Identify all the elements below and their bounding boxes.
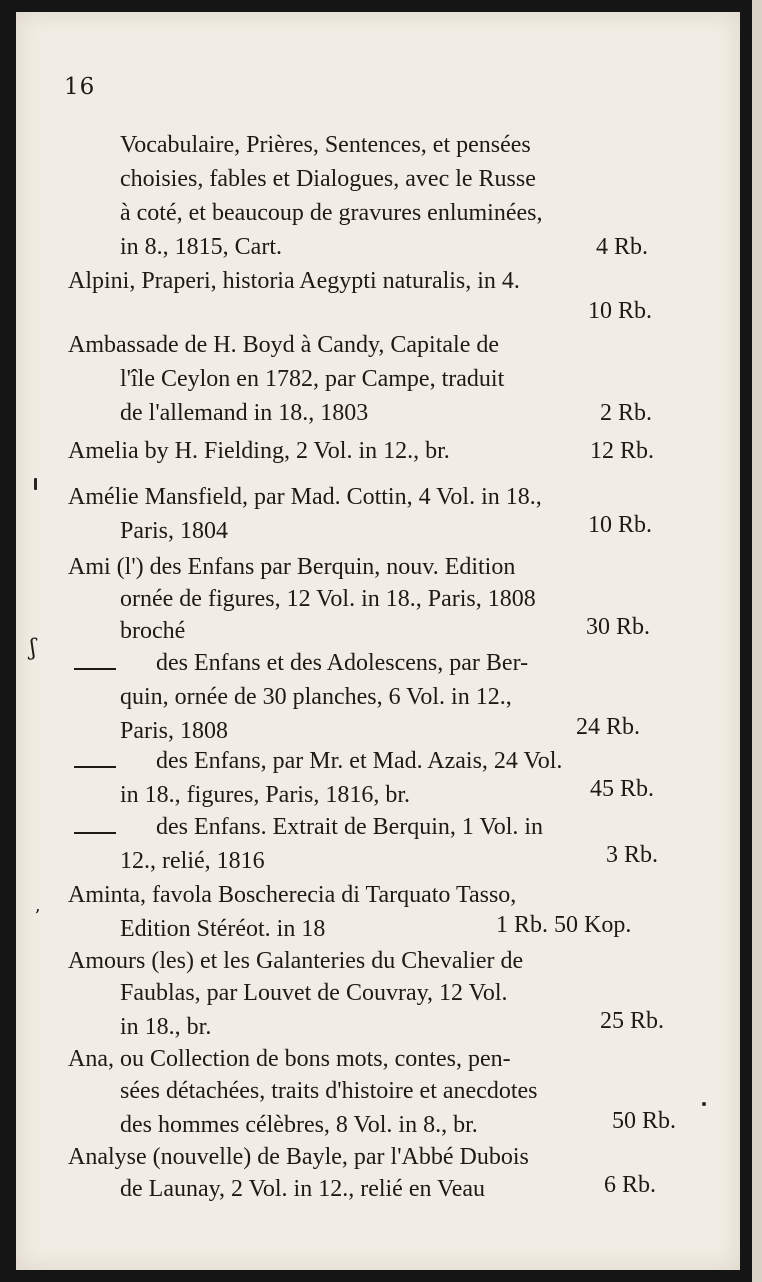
entry-line: Amelia by H. Fielding, 2 Vol. in 12., br. xyxy=(68,438,450,464)
entry-line: Paris, 1808 xyxy=(120,718,228,744)
entry-price: 50 Rb. xyxy=(612,1108,677,1134)
entry-line: à coté, et beaucoup de gravures enluminées, xyxy=(120,200,543,226)
entry-line: Amours (les) et les Galanteries du Chevalier de xyxy=(68,948,524,974)
entry-line: quin, ornée de 30 planches, 6 Vol. in 12., xyxy=(120,684,512,710)
entry-price: 3 Rb. xyxy=(606,842,659,868)
entry-price: 30 Rb. xyxy=(586,614,651,640)
entry-price: 45 Rb. xyxy=(590,776,655,802)
entry-line: Ami (l') des Enfans par Berquin, nouv. Edition xyxy=(68,554,516,580)
entry-line: Ambassade de H. Boyd à Candy, Capitale de xyxy=(68,332,500,358)
entry-line: choisies, fables et Dialogues, avec le Russe xyxy=(120,166,536,192)
entry-price: 24 Rb. xyxy=(576,714,641,740)
ditto-dash xyxy=(74,668,116,670)
book-page xyxy=(16,12,740,1270)
entry-price: 4 Rb. xyxy=(596,234,649,260)
entry-line: Paris, 1804 xyxy=(120,518,228,544)
entry-price: 2 Rb. xyxy=(600,400,653,426)
entry-price: 6 Rb. xyxy=(604,1172,657,1198)
entry-line: in 18., br. xyxy=(120,1014,212,1040)
entry-line: des hommes célèbres, 8 Vol. in 8., br. xyxy=(120,1112,478,1138)
entry-line: Ana, ou Collection de bons mots, contes, pen- xyxy=(68,1046,511,1072)
entry-price: 10 Rb. xyxy=(588,298,653,324)
entry-line: de Launay, 2 Vol. in 12., relié en Veau xyxy=(120,1176,486,1202)
entry-line: Aminta, favola Boscherecia di Tarquato Tasso, xyxy=(68,882,517,908)
entry-line: de l'allemand in 18., 1803 xyxy=(120,400,369,426)
entry-line: in 18., figures, Paris, 1816, br. xyxy=(120,782,410,808)
margin-mark: ʼ xyxy=(34,906,40,927)
entry-line: l'île Ceylon en 1782, par Campe, traduit xyxy=(120,366,505,392)
page-number: 16 xyxy=(64,74,96,100)
entry-line: in 8., 1815, Cart. xyxy=(120,234,282,260)
entry-line: des Enfans, par Mr. et Mad. Azais, 24 Vol. xyxy=(156,748,563,774)
entry-line: sées détachées, traits d'histoire et anecdotes xyxy=(120,1078,538,1104)
entry-line: Faublas, par Louvet de Couvray, 12 Vol. xyxy=(120,980,508,1006)
entry-price: 1 Rb. 50 Kop. xyxy=(496,912,632,938)
adjacent-page-edge xyxy=(752,0,762,1282)
margin-mark: ʃ xyxy=(30,636,36,661)
ink-speck xyxy=(702,1102,706,1106)
entry-line: 12., relié, 1816 xyxy=(120,848,265,874)
ditto-dash xyxy=(74,766,116,768)
entry-line: Analyse (nouvelle) de Bayle, par l'Abbé Dubois xyxy=(68,1144,529,1170)
entry-price: 25 Rb. xyxy=(600,1008,665,1034)
entry-price: 10 Rb. xyxy=(588,512,653,538)
entry-line: Alpini, Praperi, historia Aegypti naturalis, in 4. xyxy=(68,268,520,294)
entry-line: Vocabulaire, Prières, Sentences, et pensées xyxy=(120,132,531,158)
entry-line: Amélie Mansfield, par Mad. Cottin, 4 Vol. in 18., xyxy=(68,484,542,510)
catalogue-entries xyxy=(16,12,740,1270)
entry-line: des Enfans. Extrait de Berquin, 1 Vol. in xyxy=(156,814,544,840)
entry-line: Edition Stéréot. in 18 xyxy=(120,916,326,942)
entry-line: des Enfans et des Adolescens, par Ber- xyxy=(156,650,529,676)
entry-line: ornée de figures, 12 Vol. in 18., Paris, 1808 xyxy=(120,586,536,612)
ink-speck xyxy=(34,478,37,490)
entry-price: 12 Rb. xyxy=(590,438,655,464)
ditto-dash xyxy=(74,832,116,834)
entry-line: broché xyxy=(120,618,186,644)
